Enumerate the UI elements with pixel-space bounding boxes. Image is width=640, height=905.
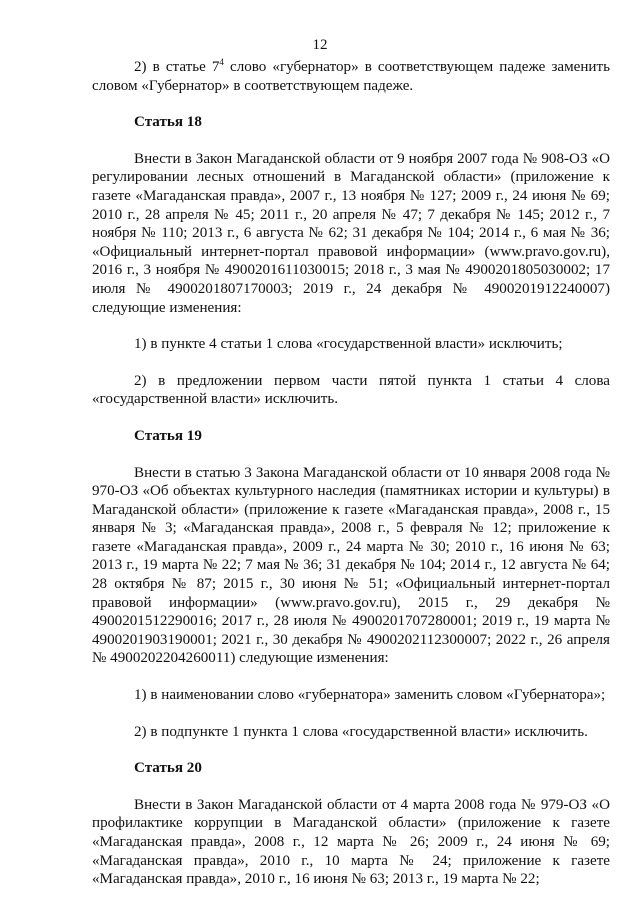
intro-item [92,58,610,95]
article-18-item-2: 2) в предложении первом части пятой пункта 1 статьи 4 слова «государственной власти» исключить. [92,372,610,408]
article-19-heading: Статья 19 [134,427,202,444]
article-19-item-2: 2) в подпункте 1 пункта 1 слова «государственной власти» исключить. [134,723,588,740]
article-18-heading: Статья 18 [134,114,202,131]
article-19-body: Внести в статью 3 Закона Магаданской области от 10 января 2008 года № 970-ОЗ «Об объектах культурного наследия (памятниках истории и культуры) в Магаданской области» (приложение к газете «Магаданская правда», 2008 г., 15 января № 3; «Магаданская правда», 2008 г., 5 февраля № 12; приложение к газете «Магаданская правда», 2009 г., 24 марта № 30; 2010 г., 16 июня № 63; 2013 г., 19 марта № 22; 7 мая № 36; 31 декабря № 104; 2014 г., 12 августа № 64; 28 октября № 87; 2015 г., 30 июня № 51; «Официальный интернет-портал правовой информации» (www.pravo.gov.ru), 2015 г., 29 декабря № 4900201512290016; 2017 г., 28 июля № 4900201707280001; 2019 г., 19 марта № 4900201903190001; 2021 г., 30 декабря № 4900202112300007; 2022 г., 26 апреля № 4900202204260011) следующие изменения: [92,464,610,667]
intro-item-text-cont: слово «губернатор» в соответствующем падеже заменить словом «Губернатор» в соответствующем падеже. [92,59,610,94]
article-18-item-1: 1) в пункте 4 статьи 1 слова «государственной власти» исключить; [134,336,563,353]
document-body [92,58,610,889]
page-number: 12 [312,37,328,53]
article-20-body: Внести в Закон Магаданской области от 4 марта 2008 года № 979-ОЗ «О профилактике коррупции в Магаданской области» (приложение к газете «Магаданская правда», 2008 г., 12 марта № 26; 2009 г., 24 июня № 69; «Магаданская правда», 2010 г., 10 марта № 24; приложение к газете «Магаданская правда», 2010 г., 16 июня № 63; 2013 г., 19 марта № 22; [92,796,610,888]
article-19-item-1: 1) в наименовании слово «губернатора» заменить словом «Губернатора»; [134,687,606,704]
intro-item-text: 2) в статье 7 [134,59,220,75]
article-18-body: Внести в Закон Магаданской области от 9 ноября 2007 года № 908-ОЗ «О регулировании лесных отношений в Магаданской области» (приложение к газете «Магаданская правда», 2007 г., 13 ноября № 127; 2009 г., 24 июня № 69; 2010 г., 28 апреля № 45; 2011 г., 20 апреля № 47; 7 декабря № 145; 2012 г., 7 ноября № 110; 2013 г., 6 августа № 62; 31 декабря № 104; 2014 г., 6 мая № 36; «Официальный интернет-портал правовой информации» (www.pravo.gov.ru), 2016 г., 3 ноября № 4900201611030015; 2018 г., 3 мая № 4900201805030002; 17 июля № 4900201807170003; 2019 г., 24 декабря № 4900201912240007) следующие изменения: [92,150,610,316]
article-20-heading: Статья 20 [134,760,202,777]
superscript: 4 [219,56,224,67]
